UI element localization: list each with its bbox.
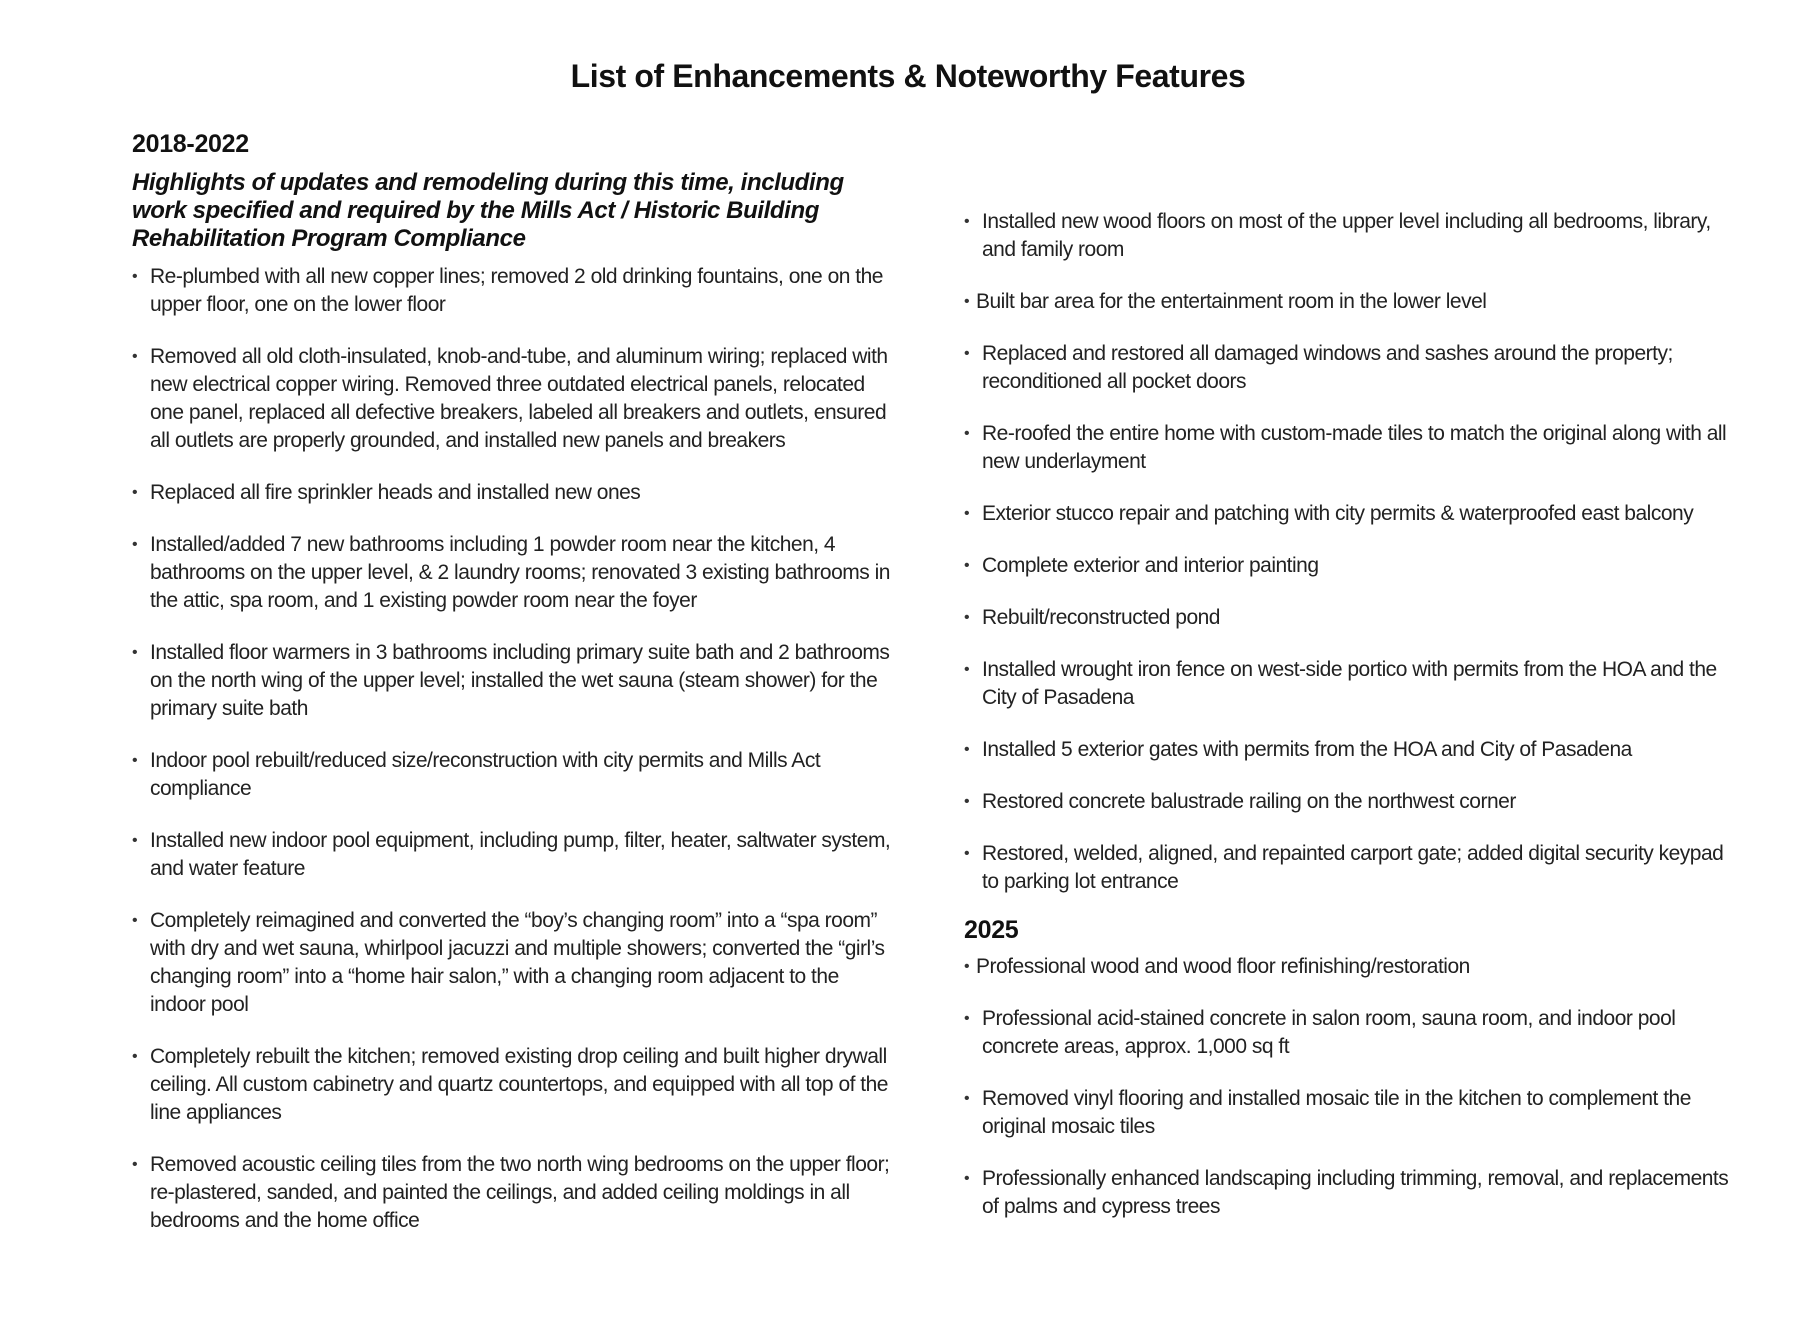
list-item: • Installed new indoor pool equipment, including pump, filter, heater, saltwater system, and water feature <box>132 827 892 883</box>
list-item: • Re-plumbed with all new copper lines; removed 2 old drinking fountains, one on the upper floor, one on the lower floor <box>132 263 892 319</box>
section-heading-2018-2022: 2018-2022 <box>132 130 249 158</box>
list-item: • Completely rebuilt the kitchen; removed existing drop ceiling and built higher drywall ceiling. All custom cabinetry and quartz countertops, and equipped with all top of the line appliances <box>132 1043 892 1127</box>
list-item: • Completely reimagined and converted the “boy’s changing room” into a “spa room” with dry and wet sauna, whirlpool jacuzzi and multiple showers; converted the “girl’s changing room” into a “home hair salon,” with a changing room adjacent to the indoor pool <box>132 907 892 1019</box>
list-item: • Indoor pool rebuilt/reduced size/reconstruction with city permits and Mills Act compliance <box>132 747 892 803</box>
list-item: • Removed acoustic ceiling tiles from the two north wing bedrooms on the upper floor; re-plastered, sanded, and painted the ceilings, and added ceiling moldings in all bedrooms and the home office <box>132 1151 892 1235</box>
list-item: • Installed 5 exterior gates with permits from the HOA and City of Pasadena <box>964 736 1744 764</box>
list-item: • Installed new wood floors on most of the upper level including all bedrooms, library, and family room <box>964 208 1744 264</box>
section-subheading: Highlights of updates and remodeling during this time, including work specified and required by the Mills Act / Historic Building Rehabilitation Program Compliance <box>132 169 844 252</box>
list-item: • Replaced and restored all damaged windows and sashes around the property; reconditioned all pocket doors <box>964 340 1744 396</box>
left-column <box>132 130 892 1259</box>
list-item: • Restored concrete balustrade railing on the northwest corner <box>964 788 1744 816</box>
list-item: • Rebuilt/reconstructed pond <box>964 604 1744 632</box>
list-item: • Installed wrought iron fence on west-side portico with permits from the HOA and the City of Pasadena <box>964 656 1744 712</box>
list-item: • Re-roofed the entire home with custom-made tiles to match the original along with all new underlayment <box>964 420 1744 476</box>
enhancements-list-continued <box>964 208 1744 896</box>
section-heading-2025: 2025 <box>964 916 1019 944</box>
list-item: • Exterior stucco repair and patching with city permits & waterproofed east balcony <box>964 500 1744 528</box>
list-item: • Professional acid-stained concrete in salon room, sauna room, and indoor pool concrete areas, approx. 1,000 sq ft <box>964 1005 1744 1061</box>
list-item: • Restored, welded, aligned, and repainted carport gate; added digital security keypad to parking lot entrance <box>964 840 1744 896</box>
enhancements-list-2025 <box>964 953 1744 1221</box>
list-item: • Removed all old cloth-insulated, knob-and-tube, and aluminum wiring; replaced with new electrical copper wiring. Removed three outdated electrical panels, relocated one panel, replaced all defective breakers, labeled all breakers and outlets, ensured all outlets are properly grounded, and installed new panels and breakers <box>132 343 892 455</box>
list-item: • Built bar area for the entertainment room in the lower level <box>964 288 1744 316</box>
enhancements-list-2018-2022 <box>132 263 892 1235</box>
list-item: • Replaced all fire sprinkler heads and installed new ones <box>132 479 892 507</box>
page-title: List of Enhancements & Noteworthy Features <box>570 58 1246 94</box>
list-item: • Professionally enhanced landscaping including trimming, removal, and replacements of palms and cypress trees <box>964 1165 1744 1221</box>
right-column <box>964 208 1744 1245</box>
list-item: • Complete exterior and interior painting <box>964 552 1744 580</box>
list-item: • Professional wood and wood floor refinishing/restoration <box>964 953 1744 981</box>
list-item: • Installed/added 7 new bathrooms including 1 powder room near the kitchen, 4 bathrooms on the upper level, & 2 laundry rooms; renovated 3 existing bathrooms in the attic, spa room, and 1 existing powder room near the foyer <box>132 531 892 615</box>
list-item: • Installed floor warmers in 3 bathrooms including primary suite bath and 2 bathrooms on the north wing of the upper level; installed the wet sauna (steam shower) for the primary suite bath <box>132 639 892 723</box>
list-item: • Removed vinyl flooring and installed mosaic tile in the kitchen to complement the original mosaic tiles <box>964 1085 1744 1141</box>
